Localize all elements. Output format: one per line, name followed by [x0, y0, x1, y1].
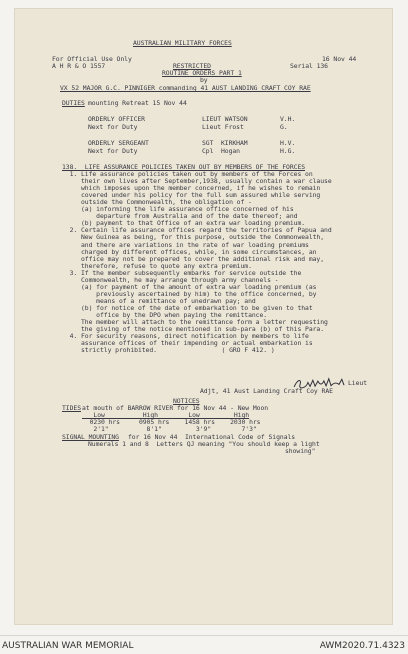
- body-line: (a) for payment of the amount of extra war loading premium (as: [62, 282, 317, 291]
- signal-label: SIGNAL MOUNTING: [62, 433, 119, 441]
- body-line: charged by different offices, while, in some circumstances, an: [62, 247, 317, 256]
- body-line: (b) for notice of the date of embarkation to be given to that: [62, 303, 313, 312]
- body-line: (b) payment to that Office of an extra war loading premium.: [62, 219, 306, 228]
- body-line: strictly prohibited. ( GRO F 412. ): [62, 346, 275, 355]
- restricted-label: RESTRICTED: [173, 62, 211, 70]
- tides-times: 0230 hrs 0905 hrs 1458 hrs 2030 hrs: [82, 418, 261, 426]
- next-duty-officer-initials: G.: [280, 123, 288, 131]
- footer-bar: [0, 635, 408, 654]
- body-line: outside the Commonwealth, the obligation of -: [62, 198, 252, 207]
- orderly-officer-label: ORDERLY OFFICER: [88, 115, 145, 123]
- signer-rank: Lieut: [348, 379, 367, 387]
- body-line: which imposes upon the member concerned, if he wishes to remain: [62, 184, 321, 193]
- body-line: New Guinea as being, for this purpose, outside the Commonwealth,: [62, 233, 325, 242]
- body-line: and there are variations in the rate of war loading premiums: [62, 240, 309, 249]
- next-duty-officer-label: Next for Duty: [88, 123, 138, 131]
- body-line: office may not be prepared to cover the additional risk and may,: [62, 254, 325, 263]
- orders-title: ROUTINE ORDERS PART 1: [162, 69, 242, 77]
- tides-text: at mouth of BARROW RIVER for 16 Nov 44 - New Moon: [82, 404, 269, 412]
- body-line: 1. Life assurance policies taken out by members of the Forces on: [62, 170, 313, 178]
- next-duty-sergeant-label: Next for Duty: [88, 147, 138, 155]
- signal-line-2: Numerals 1 and 8 Letters QJ meaning "You should keep a light: [88, 440, 320, 448]
- official-use-label: For Official Use Only: [52, 55, 132, 63]
- by-label: by: [200, 76, 208, 84]
- body-line: (a) informing the life assurance office concerned of his: [62, 205, 294, 214]
- body-line: previously ascertained by him) to the office concerned, by: [62, 289, 317, 298]
- duties-label: DUTIES: [62, 99, 85, 107]
- institution-name: AUSTRALIAN WAR MEMORIAL: [2, 641, 134, 651]
- notices-title: NOTICES: [173, 397, 200, 405]
- tides-header: Low High Low High: [82, 411, 250, 419]
- order-date: 16 Nov 44: [322, 55, 357, 63]
- body-line: 4. For security reasons, direct notification by members to life: [62, 332, 309, 341]
- signal-line-3: showing": [285, 447, 316, 455]
- orderly-sergeant-initials: H.V.: [280, 139, 296, 147]
- next-duty-sergeant-name: Cpl Hogan: [202, 147, 240, 155]
- body-line: their own lives after September,1938, usually contain a war clause: [62, 177, 332, 186]
- orderly-officer-name: LIEUT WATSON: [202, 115, 248, 123]
- body-line: the giving of the notice mentioned in sub-para (b) of this Para.: [62, 325, 325, 334]
- orderly-sergeant-label: ORDERLY SERGEANT: [88, 139, 149, 147]
- body-line: departure from Australia and of the date thereof; and: [62, 212, 298, 221]
- tides-label: TIDES: [62, 404, 81, 412]
- body-line: covered under his policy for the full sum assured while serving: [62, 191, 321, 200]
- tides-heights: 2'1" 8'1" 3'9" 7'3": [82, 425, 257, 433]
- body-line: office by the DPO when paying the remittance.: [62, 311, 268, 319]
- commander-line: VX 52 MAJOR G.C. PINNIGER commanding 41 AUST LANDING CRAFT COY RAE: [60, 84, 311, 92]
- body-line: assurance offices of their impending or actual embarkation is: [62, 339, 313, 348]
- document-heading: AUSTRALIAN MILITARY FORCES: [133, 39, 232, 47]
- para-138-title: 138. LIFE ASSURANCE POLICIES TAKEN OUT BY MEMBERS OF THE FORCES: [62, 163, 306, 171]
- next-duty-sergeant-initials: H.G.: [280, 147, 296, 155]
- orderly-sergeant-name: SGT KIRKHAM: [202, 139, 248, 147]
- adjutant-line: Adjt, 41 Aust Landing Craft Coy RAE: [200, 387, 333, 395]
- body-line: 3. If the member subsequently embarks for service outside the: [62, 268, 302, 277]
- duties-text: mounting Retreat 15 Nov 44: [88, 99, 187, 107]
- orderly-officer-initials: V.H.: [280, 115, 296, 123]
- body-line: The member will attach to the remittance form a letter requesting: [62, 318, 328, 327]
- signal-text: for 16 Nov 44 International Code of Signals: [128, 433, 296, 441]
- next-duty-officer-name: Lieut Frost: [202, 123, 244, 131]
- accession-number: AWM2020.71.4323: [319, 641, 405, 651]
- serial-number: Serial 136: [290, 62, 328, 70]
- body-line: means of a remittance of unedrawn pay; and: [62, 296, 256, 305]
- reference-number: A H R & O 1557: [52, 62, 106, 70]
- body-line: therefore, refuse to quote any extra premium.: [62, 261, 252, 270]
- body-line: 2. Certain life assurance offices regard the territories of Papua and: [62, 226, 332, 235]
- body-line: Commonwealth, he may arrange through army channels -: [62, 275, 279, 284]
